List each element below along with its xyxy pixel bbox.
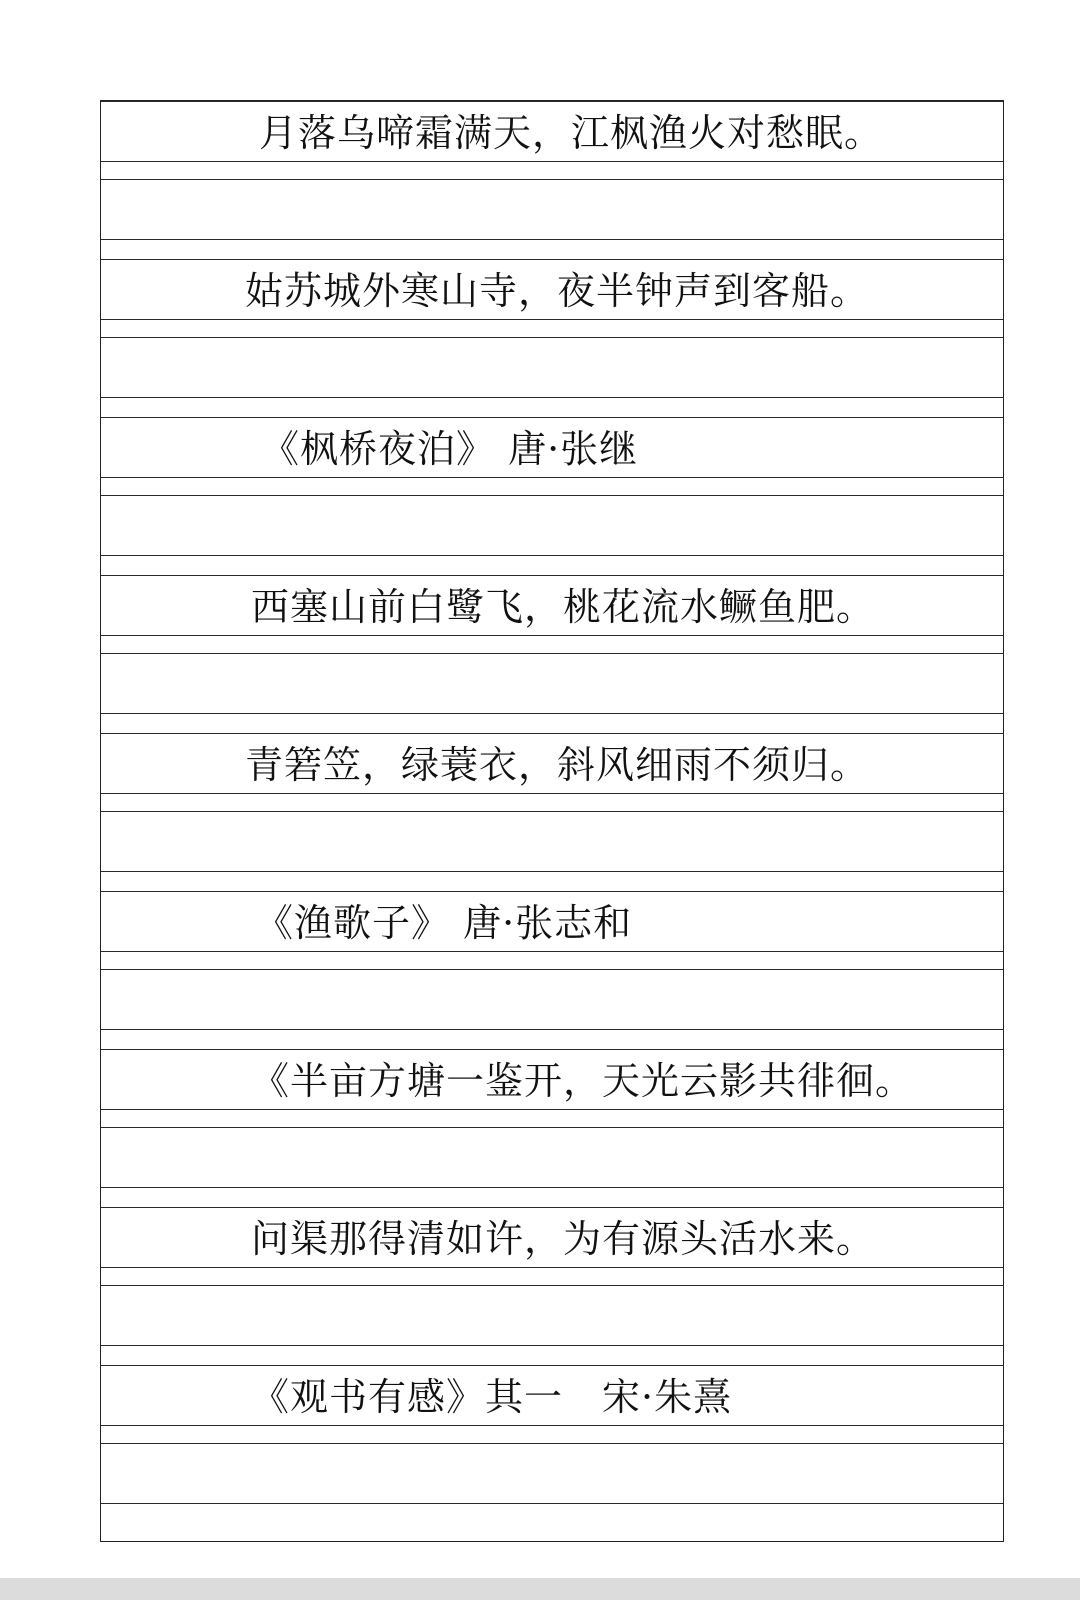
- text-line-6: 《渔歌子》 唐·张志和: [255, 901, 633, 945]
- rule-line: [101, 337, 1003, 338]
- rule-line: [101, 1365, 1003, 1366]
- rule-line: [101, 1029, 1003, 1030]
- writing-sheet: [100, 100, 1004, 1542]
- rule-line: [101, 1127, 1003, 1128]
- rule-line: [101, 179, 1003, 180]
- text-line-2: 姑苏城外寒山寺，夜半钟声到客船。: [245, 269, 870, 313]
- text-line-8: 问渠那得清如许，为有源头活水来。: [251, 1217, 876, 1261]
- rule-line: [101, 1345, 1003, 1346]
- text-line-4: 西塞山前白鹭飞，桃花流水鳜鱼肥。: [251, 585, 876, 629]
- text-line-7: 《半亩方塘一鉴开，天光云影共徘徊。: [251, 1059, 915, 1103]
- rule-line: [101, 495, 1003, 496]
- scan-edge: [0, 1578, 1080, 1600]
- rule-line: [101, 733, 1003, 734]
- rule-line: [101, 259, 1003, 260]
- rule-line: [101, 871, 1003, 872]
- rule-line: [101, 653, 1003, 654]
- rule-line: [101, 397, 1003, 398]
- text-line-9: 《观书有感》其一 宋·朱熹: [251, 1375, 733, 1419]
- rule-line: [101, 713, 1003, 714]
- rule-line: [101, 969, 1003, 970]
- rule-line: [101, 417, 1003, 418]
- rule-line: [101, 1443, 1003, 1444]
- text-line-3: 《枫桥夜泊》 唐·张继: [261, 427, 639, 471]
- rule-line: [101, 555, 1003, 556]
- rule-line: [101, 1503, 1003, 1504]
- text-line-1: 月落乌啼霜满天，江枫渔火对愁眠。: [259, 111, 884, 155]
- rule-line: [101, 1049, 1003, 1050]
- text-line-5: 青箬笠，绿蓑衣，斜风细雨不须归。: [245, 743, 870, 787]
- rule-line: [101, 1207, 1003, 1208]
- rule-line: [101, 239, 1003, 240]
- rule-line: [101, 811, 1003, 812]
- rule-line: [101, 1285, 1003, 1286]
- rule-line: [101, 101, 1003, 102]
- rule-line: [101, 891, 1003, 892]
- rule-line: [101, 1187, 1003, 1188]
- rule-line: [101, 575, 1003, 576]
